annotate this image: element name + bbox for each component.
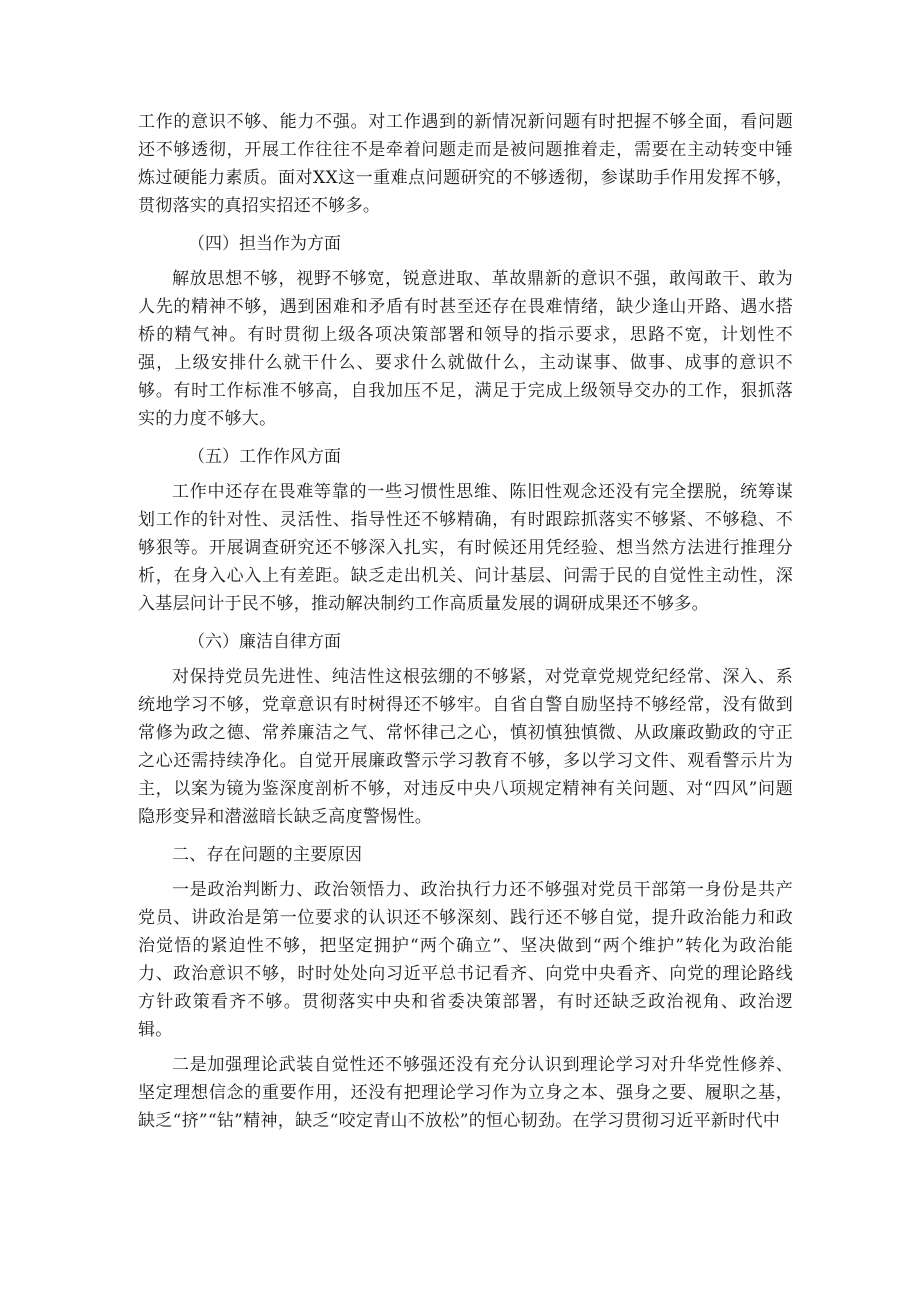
- paragraph-responsibility: 解放思想不够，视野不够宽，锐意进取、革故鼎新的意识不强，敢闯敢干、敢为人先的精神不够，遇到困难和矛盾有时甚至还存在畏难情绪，缺少逢山开路、遇水搭桥的精气神。有时贯彻上级各项决策部署和领导的指示要求，思路不宽，计划性不强，上级安排什么就干什么、要求什么就做什么，主动谋事、做事、成事的意识不够。有时工作标准不够高，自我加压不足，满足于完成上级领导交办的工作，狠抓落实的力度不够大。: [138, 269, 793, 429]
- paragraph-reason-2: 二是加强理论武装自觉性还不够强还没有充分认识到理论学习对升华党性修养、坚定理想信念的重要作用，还没有把理论学习作为立身之本、强身之要、履职之基，缺乏“挤”“钻”精神，缺乏“咬定青山不放松”的恒心韧劲。在学习贯彻习近平新时代中: [138, 1055, 793, 1131]
- section-heading-4: （四）担当作为方面: [188, 234, 341, 254]
- section-heading-6: （六）廉洁自律方面: [188, 632, 341, 652]
- paragraph-continuation: 工作的意识不够、能力不强。对工作遇到的新情况新问题有时把握不够全面，看问题还不够透彻，开展工作往往不是牵着问题走而是被问题推着走，需要在主动转变中锤炼过硬能力素质。面对XX这一重难点问题研究的不够透彻，参谋助手作用发挥不够，贯彻落实的真招实招还不够多。: [138, 112, 793, 216]
- paragraph-work-style: 工作中还存在畏难等靠的一些习惯性思维、陈旧性观念还没有完全摆脱，统筹谋划工作的针对性、灵活性、指导性还不够精确，有时跟踪抓落实不够紧、不够稳、不够狠等。开展调查研究还不够深入扎实，有时候还用凭经验、想当然方法进行推理分析，在身入心入上有差距。缺乏走出机关、问计基层、问需于民的自觉性主动性，深入基层问计于民不够，推动解决制约工作高质量发展的调研成果还不够多。: [138, 482, 793, 614]
- section-heading-5: （五）工作作风方面: [188, 447, 341, 467]
- paragraph-integrity: 对保持党员先进性、纯洁性这根弦绷的不够紧，对党章党规党纪经常、深入、系统地学习不够，党章意识有时树得还不够牢。自省自警自励坚持不够经常，没有做到常修为政之德、常养廉洁之气、常怀律己之心，慎初慎独慎微、从政廉政勤政的守正之心还需持续净化。自觉开展廉政警示学习教育不够，多以学习文件、观看警示片为主，以案为镜为鉴深度剖析不够，对违反中央八项规定精神有关问题、对“四风”问题隐形变异和潜滋暗长缺乏高度警惕性。: [138, 667, 793, 827]
- paragraph-reason-1: 一是政治判断力、政治领悟力、政治执行力还不够强对党员干部第一身份是共产党员、讲政治是第一位要求的认识还不够深刻、践行还不够自觉，提升政治能力和政治觉悟的紧迫性不够，把坚定拥护“两个确立”、坚决做到“两个维护”转化为政治能力、政治意识不够，时时处处向习近平总书记看齐、向党中央看齐、向党的理论路线方针政策看齐不够。贯彻落实中央和省委决策部署，有时还缺乏政治视角、政治逻辑。: [138, 880, 793, 1040]
- section-heading-reasons: 二、存在问题的主要原因: [172, 845, 363, 865]
- document-body: [138, 108, 793, 1135]
